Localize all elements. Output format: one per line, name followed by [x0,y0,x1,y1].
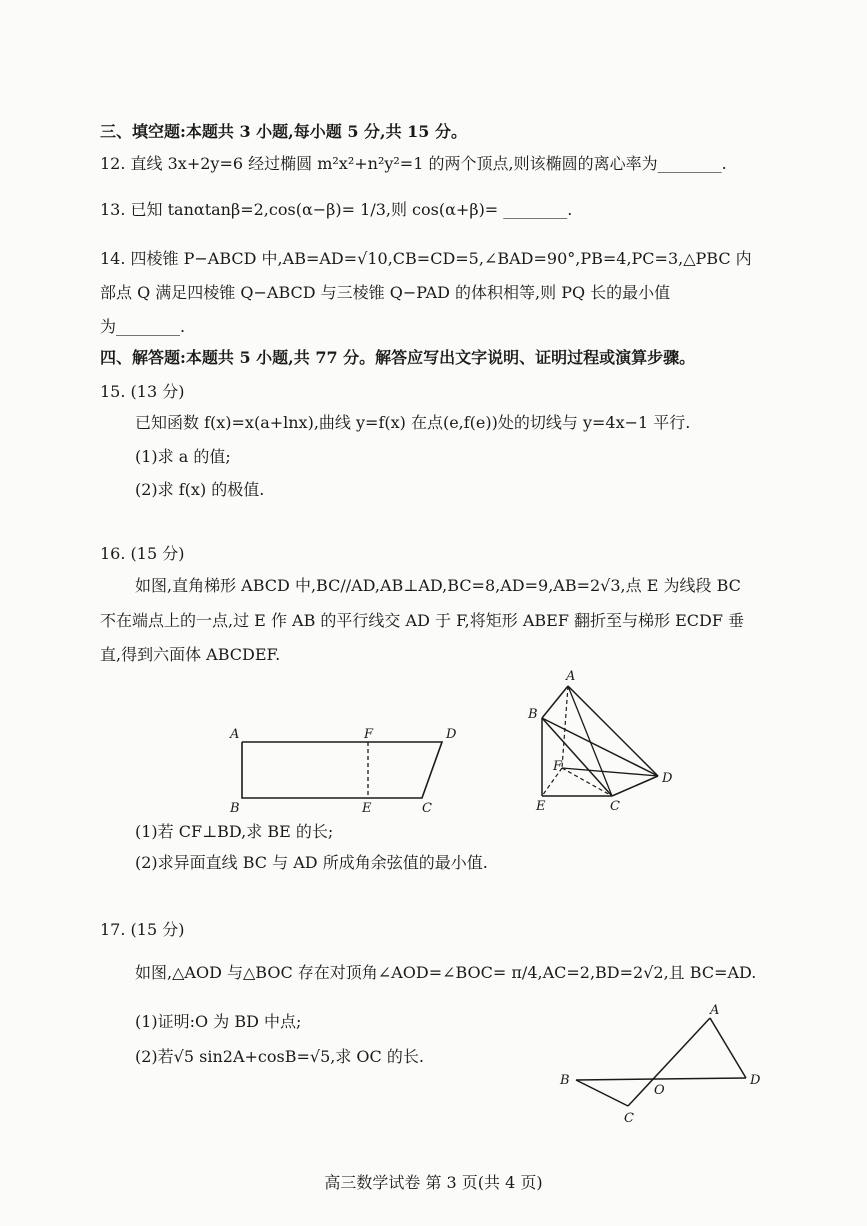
fig1-label-E: E [362,801,372,816]
question-16-stem-line2: 不在端点上的一点,过 E 作 AB 的平行线交 AD 于 F,将矩形 ABEF 翻折至与梯形 ECDF 垂 [100,611,745,630]
triangles-figure [550,1000,770,1130]
fig2-label-B: B [528,707,538,722]
fig3-label-C: C [624,1111,634,1126]
fig1-label-C: C [422,801,432,816]
question-16-stem-line3: 直,得到六面体 ABCDEF. [100,645,281,664]
fig1-label-D: D [446,727,457,742]
fig3-label-O: O [654,1083,665,1098]
question-15-part2: (2)求 f(x) 的极值. [135,480,265,499]
question-15-part1: (1)求 a 的值; [135,447,231,466]
question-16-part1: (1)若 CF⊥BD,求 BE 的长; [135,822,334,841]
fig2-label-A: A [566,669,576,684]
section3-heading: 三、填空题:本题共 3 小题,每小题 5 分,共 15 分。 [100,122,468,141]
question-16-part2: (2)求异面直线 BC 与 AD 所成角余弦值的最小值. [135,853,488,872]
question-17-number: 17. (15 分) [100,920,185,939]
page-footer: 高三数学试卷 第 3 页(共 4 页) [324,1173,543,1192]
fig1-label-A: A [230,727,240,742]
question-14-line1: 14. 四棱锥 P−ABCD 中,AB=AD=√10,CB=CD=5,∠BAD=90°,PB=4,PC=3,△PBC 内 [100,249,752,268]
fig1-label-B: B [230,801,240,816]
section4-heading: 四、解答题:本题共 5 小题,共 77 分。解答应写出文字说明、证明过程或演算步骤。 [100,348,696,367]
fig3-label-A: A [710,1003,720,1018]
hexahedron-figure [520,668,680,818]
question-16-stem-line1: 如图,直角梯形 ABCD 中,BC//AD,AB⊥AD,BC=8,AD=9,AB=2√3,点 E 为线段 BC [135,576,741,595]
fig2-label-D: D [662,771,673,786]
question-12: 12. 直线 3x+2y=6 经过椭圆 m²x²+n²y²=1 的两个顶点,则该椭圆的离心率为________. [100,154,727,173]
question-14-line2: 部点 Q 满足四棱锥 Q−ABCD 与三棱锥 Q−PAD 的体积相等,则 PQ 长的最小值 [100,283,671,302]
question-15-stem: 已知函数 f(x)=x(a+lnx),曲线 y=f(x) 在点(e,f(e))处的切线与 y=4x−1 平行. [135,413,691,432]
trapezoid-figure [220,720,470,820]
question-17-part2: (2)若√5 sin2A+cosB=√5,求 OC 的长. [135,1047,424,1066]
question-15-number: 15. (13 分) [100,382,185,401]
fig2-label-E: E [536,799,546,814]
fig3-label-D: D [750,1073,761,1088]
question-17-stem: 如图,△AOD 与△BOC 存在对顶角∠AOD=∠BOC= π/4,AC=2,BD=2√2,且 BC=AD. [135,963,757,982]
question-13: 13. 已知 tanαtanβ=2,cos(α−β)= 1/3,则 cos(α+β)= ________. [100,200,573,219]
fig1-label-F: F [364,727,374,742]
fig2-label-C: C [610,799,620,814]
fig2-label-F: F [553,759,563,774]
question-16-number: 16. (15 分) [100,544,185,563]
question-17-part1: (1)证明:O 为 BD 中点; [135,1012,302,1031]
fig3-label-B: B [560,1073,570,1088]
question-14-line3: 为________. [100,317,186,336]
